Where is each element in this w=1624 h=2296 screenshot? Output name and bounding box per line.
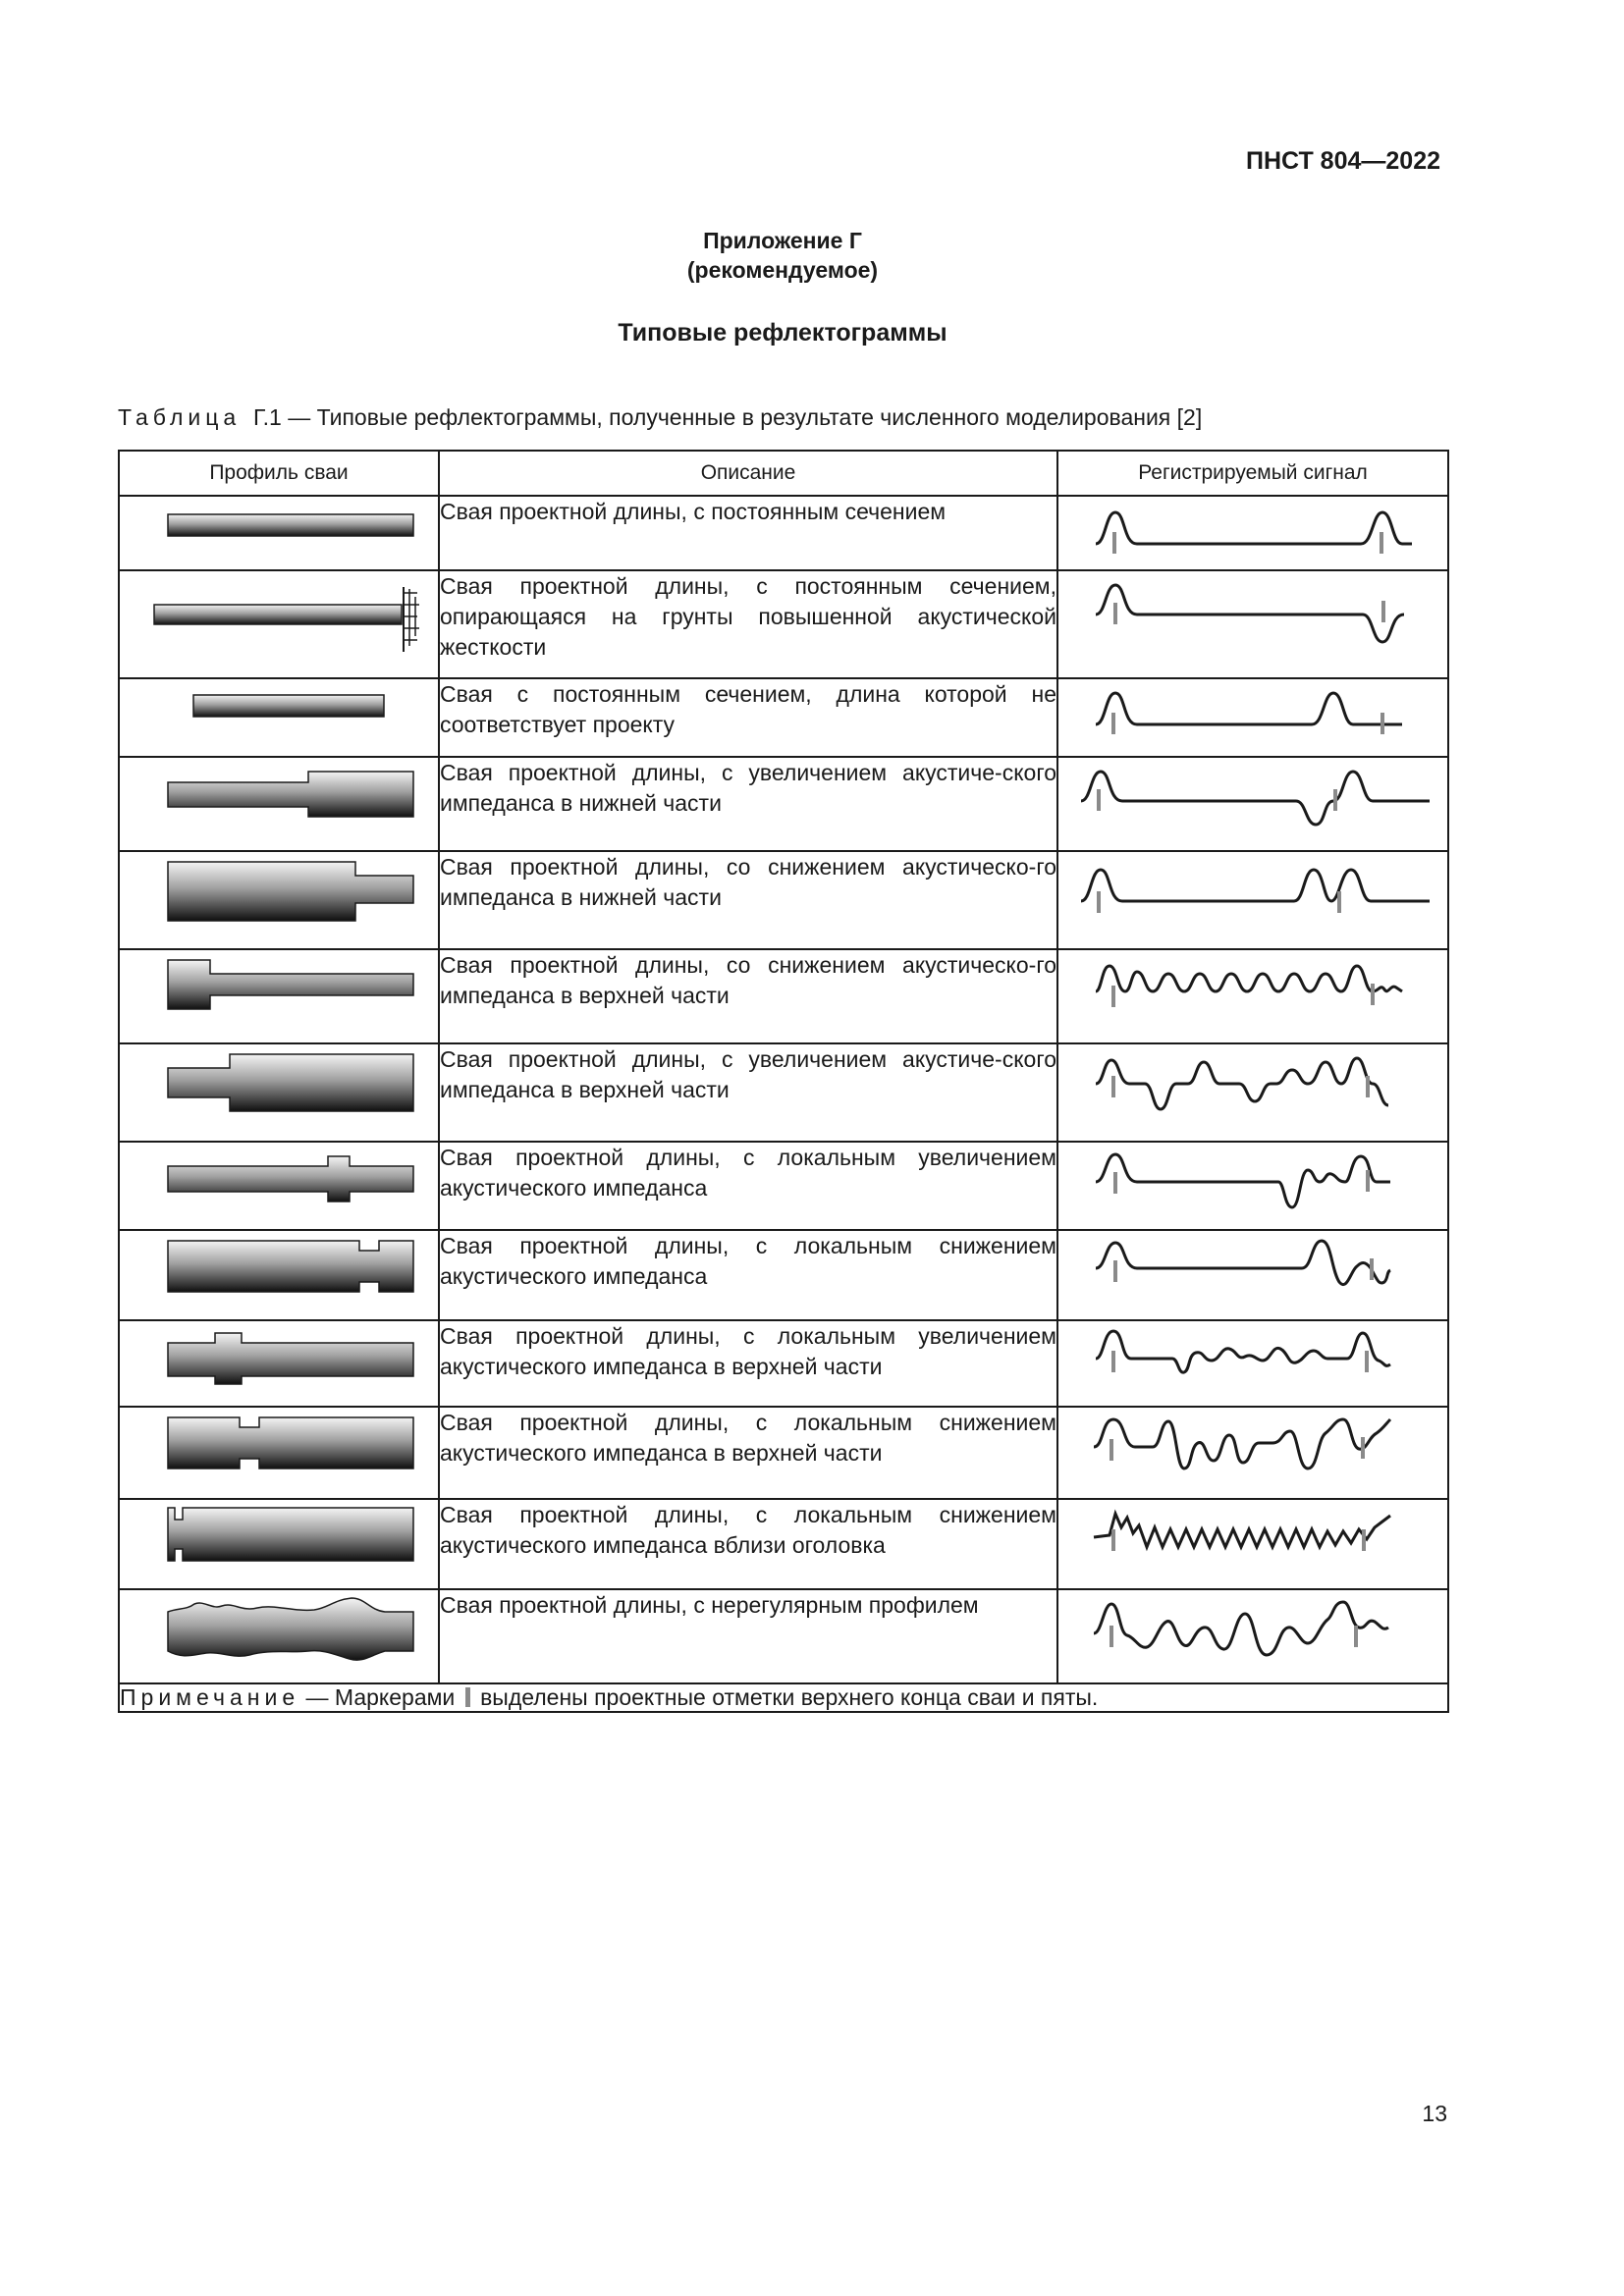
table-row bbox=[119, 570, 1448, 678]
table-row bbox=[119, 1407, 1448, 1499]
constant-section-pile-icon bbox=[132, 497, 426, 546]
signal-cell bbox=[1057, 1407, 1448, 1499]
table-row bbox=[119, 949, 1448, 1043]
signal-reflectogram-icon bbox=[1066, 571, 1439, 650]
description-cell: Свая проектной длины, со снижением акустическо-го импеданса в нижней части bbox=[439, 851, 1057, 949]
table-row bbox=[119, 1499, 1448, 1589]
signal-cell bbox=[1057, 1043, 1448, 1142]
signal-reflectogram-icon bbox=[1066, 1500, 1439, 1571]
profile-cell bbox=[119, 949, 439, 1043]
reflectogram-table bbox=[118, 450, 1449, 1713]
table-row bbox=[119, 1142, 1448, 1230]
note-text-after: выделены проектные отметки верхнего конца сваи и пяты. bbox=[480, 1684, 1099, 1710]
annex-subtitle: (рекомендуемое) bbox=[686, 257, 879, 283]
profile-cell bbox=[119, 1043, 439, 1142]
note-row bbox=[119, 1683, 1448, 1712]
signal-cell bbox=[1057, 1499, 1448, 1589]
annex-heading bbox=[0, 226, 1565, 285]
signal-cell bbox=[1057, 851, 1448, 949]
signal-cell bbox=[1057, 496, 1448, 570]
profile-cell bbox=[119, 496, 439, 570]
description-cell: Свая проектной длины, с постоянным сечением, опирающаяся на грунты повышенной акустической жесткости bbox=[439, 570, 1057, 678]
signal-reflectogram-icon bbox=[1066, 1143, 1439, 1215]
description-cell: Свая проектной длины, с локальным увеличением акустического импеданса в верхней части bbox=[439, 1320, 1057, 1407]
table-caption-text: Г.1 — Типовые рефлектограммы, полученные в результате численного моделирования [2] bbox=[252, 404, 1203, 430]
section-title: Типовые рефлектограммы bbox=[618, 319, 947, 347]
signal-reflectogram-icon bbox=[1066, 497, 1439, 561]
table-row bbox=[119, 1043, 1448, 1142]
profile-cell bbox=[119, 570, 439, 678]
description-cell: Свая проектной длины, с локальным снижением акустического импеданса в верхней части bbox=[439, 1407, 1057, 1499]
note-label: Примечание bbox=[120, 1684, 300, 1710]
description-cell: Свая проектной длины, с локальным снижением акустического импеданса вблизи оголовка bbox=[439, 1499, 1057, 1589]
signal-cell bbox=[1057, 757, 1448, 851]
signal-reflectogram-icon bbox=[1066, 758, 1439, 836]
pile-wide-top-icon bbox=[132, 1044, 426, 1123]
signal-cell bbox=[1057, 678, 1448, 757]
short-pile-icon bbox=[132, 679, 426, 728]
pile-on-hard-soil-icon bbox=[127, 571, 431, 660]
table-row bbox=[119, 1589, 1448, 1683]
signal-reflectogram-icon bbox=[1066, 1231, 1439, 1306]
pile-local-neck-icon bbox=[132, 1231, 426, 1300]
description-cell: Свая с постоянным сечением, длина которой не соответствует проекту bbox=[439, 678, 1057, 757]
signal-cell bbox=[1057, 1230, 1448, 1320]
signal-cell bbox=[1057, 570, 1448, 678]
signal-cell bbox=[1057, 949, 1448, 1043]
table-row bbox=[119, 678, 1448, 757]
description-cell: Свая проектной длины, с увеличением акустиче-ского импеданса в верхней части bbox=[439, 1043, 1057, 1142]
pile-narrow-bottom-icon bbox=[132, 852, 426, 931]
column-header-signal: Регистрируемый сигнал bbox=[1057, 451, 1448, 496]
note-text-before: — Маркерами bbox=[305, 1684, 456, 1710]
signal-reflectogram-icon bbox=[1066, 1590, 1439, 1669]
table-row bbox=[119, 851, 1448, 949]
signal-cell bbox=[1057, 1142, 1448, 1230]
profile-cell bbox=[119, 1142, 439, 1230]
column-header-profile: Профиль сваи bbox=[119, 451, 439, 496]
description-cell: Свая проектной длины, с увеличением акустиче-ского импеданса в нижней части bbox=[439, 757, 1057, 851]
pile-narrow-top-icon bbox=[132, 950, 426, 1019]
profile-cell bbox=[119, 1589, 439, 1683]
annex-title: Приложение Г bbox=[703, 228, 862, 253]
description-cell: Свая проектной длины, с локальным увеличением акустического импеданса bbox=[439, 1142, 1057, 1230]
irregular-pile-icon bbox=[132, 1590, 426, 1669]
profile-cell bbox=[119, 1320, 439, 1407]
profile-cell bbox=[119, 1407, 439, 1499]
pile-upper-neck-icon bbox=[132, 1408, 426, 1476]
signal-cell bbox=[1057, 1320, 1448, 1407]
signal-reflectogram-icon bbox=[1066, 1408, 1439, 1482]
pile-local-bulge-icon bbox=[132, 1143, 426, 1211]
signal-reflectogram-icon bbox=[1066, 679, 1439, 744]
marker-icon bbox=[465, 1687, 470, 1707]
signal-reflectogram-icon bbox=[1066, 950, 1439, 1015]
description-cell: Свая проектной длины, с постоянным сечением bbox=[439, 496, 1057, 570]
description-cell: Свая проектной длины, с нерегулярным профилем bbox=[439, 1589, 1057, 1683]
pile-head-defect-icon bbox=[132, 1500, 426, 1569]
description-cell: Свая проектной длины, со снижением акустическо-го импеданса в верхней части bbox=[439, 949, 1057, 1043]
profile-cell bbox=[119, 1499, 439, 1589]
table-row bbox=[119, 757, 1448, 851]
profile-cell bbox=[119, 851, 439, 949]
table-caption bbox=[118, 404, 1202, 431]
signal-reflectogram-icon bbox=[1066, 1044, 1439, 1123]
table-caption-label: Таблица bbox=[118, 404, 242, 430]
profile-cell bbox=[119, 1230, 439, 1320]
standard-code: ПНСТ 804—2022 bbox=[1246, 147, 1440, 175]
page-number: 13 bbox=[1422, 2101, 1447, 2126]
table-row bbox=[119, 1230, 1448, 1320]
signal-reflectogram-icon bbox=[1066, 852, 1439, 931]
pile-wide-bottom-icon bbox=[132, 758, 426, 827]
column-header-description: Описание bbox=[439, 451, 1057, 496]
table-header-row bbox=[119, 451, 1448, 496]
table-row bbox=[119, 1320, 1448, 1407]
table-note bbox=[119, 1683, 1448, 1712]
table-row bbox=[119, 496, 1448, 570]
signal-reflectogram-icon bbox=[1066, 1321, 1439, 1394]
description-cell: Свая проектной длины, с локальным снижением акустического импеданса bbox=[439, 1230, 1057, 1320]
profile-cell bbox=[119, 757, 439, 851]
pile-upper-bulge-icon bbox=[132, 1321, 426, 1390]
signal-cell bbox=[1057, 1589, 1448, 1683]
profile-cell bbox=[119, 678, 439, 757]
